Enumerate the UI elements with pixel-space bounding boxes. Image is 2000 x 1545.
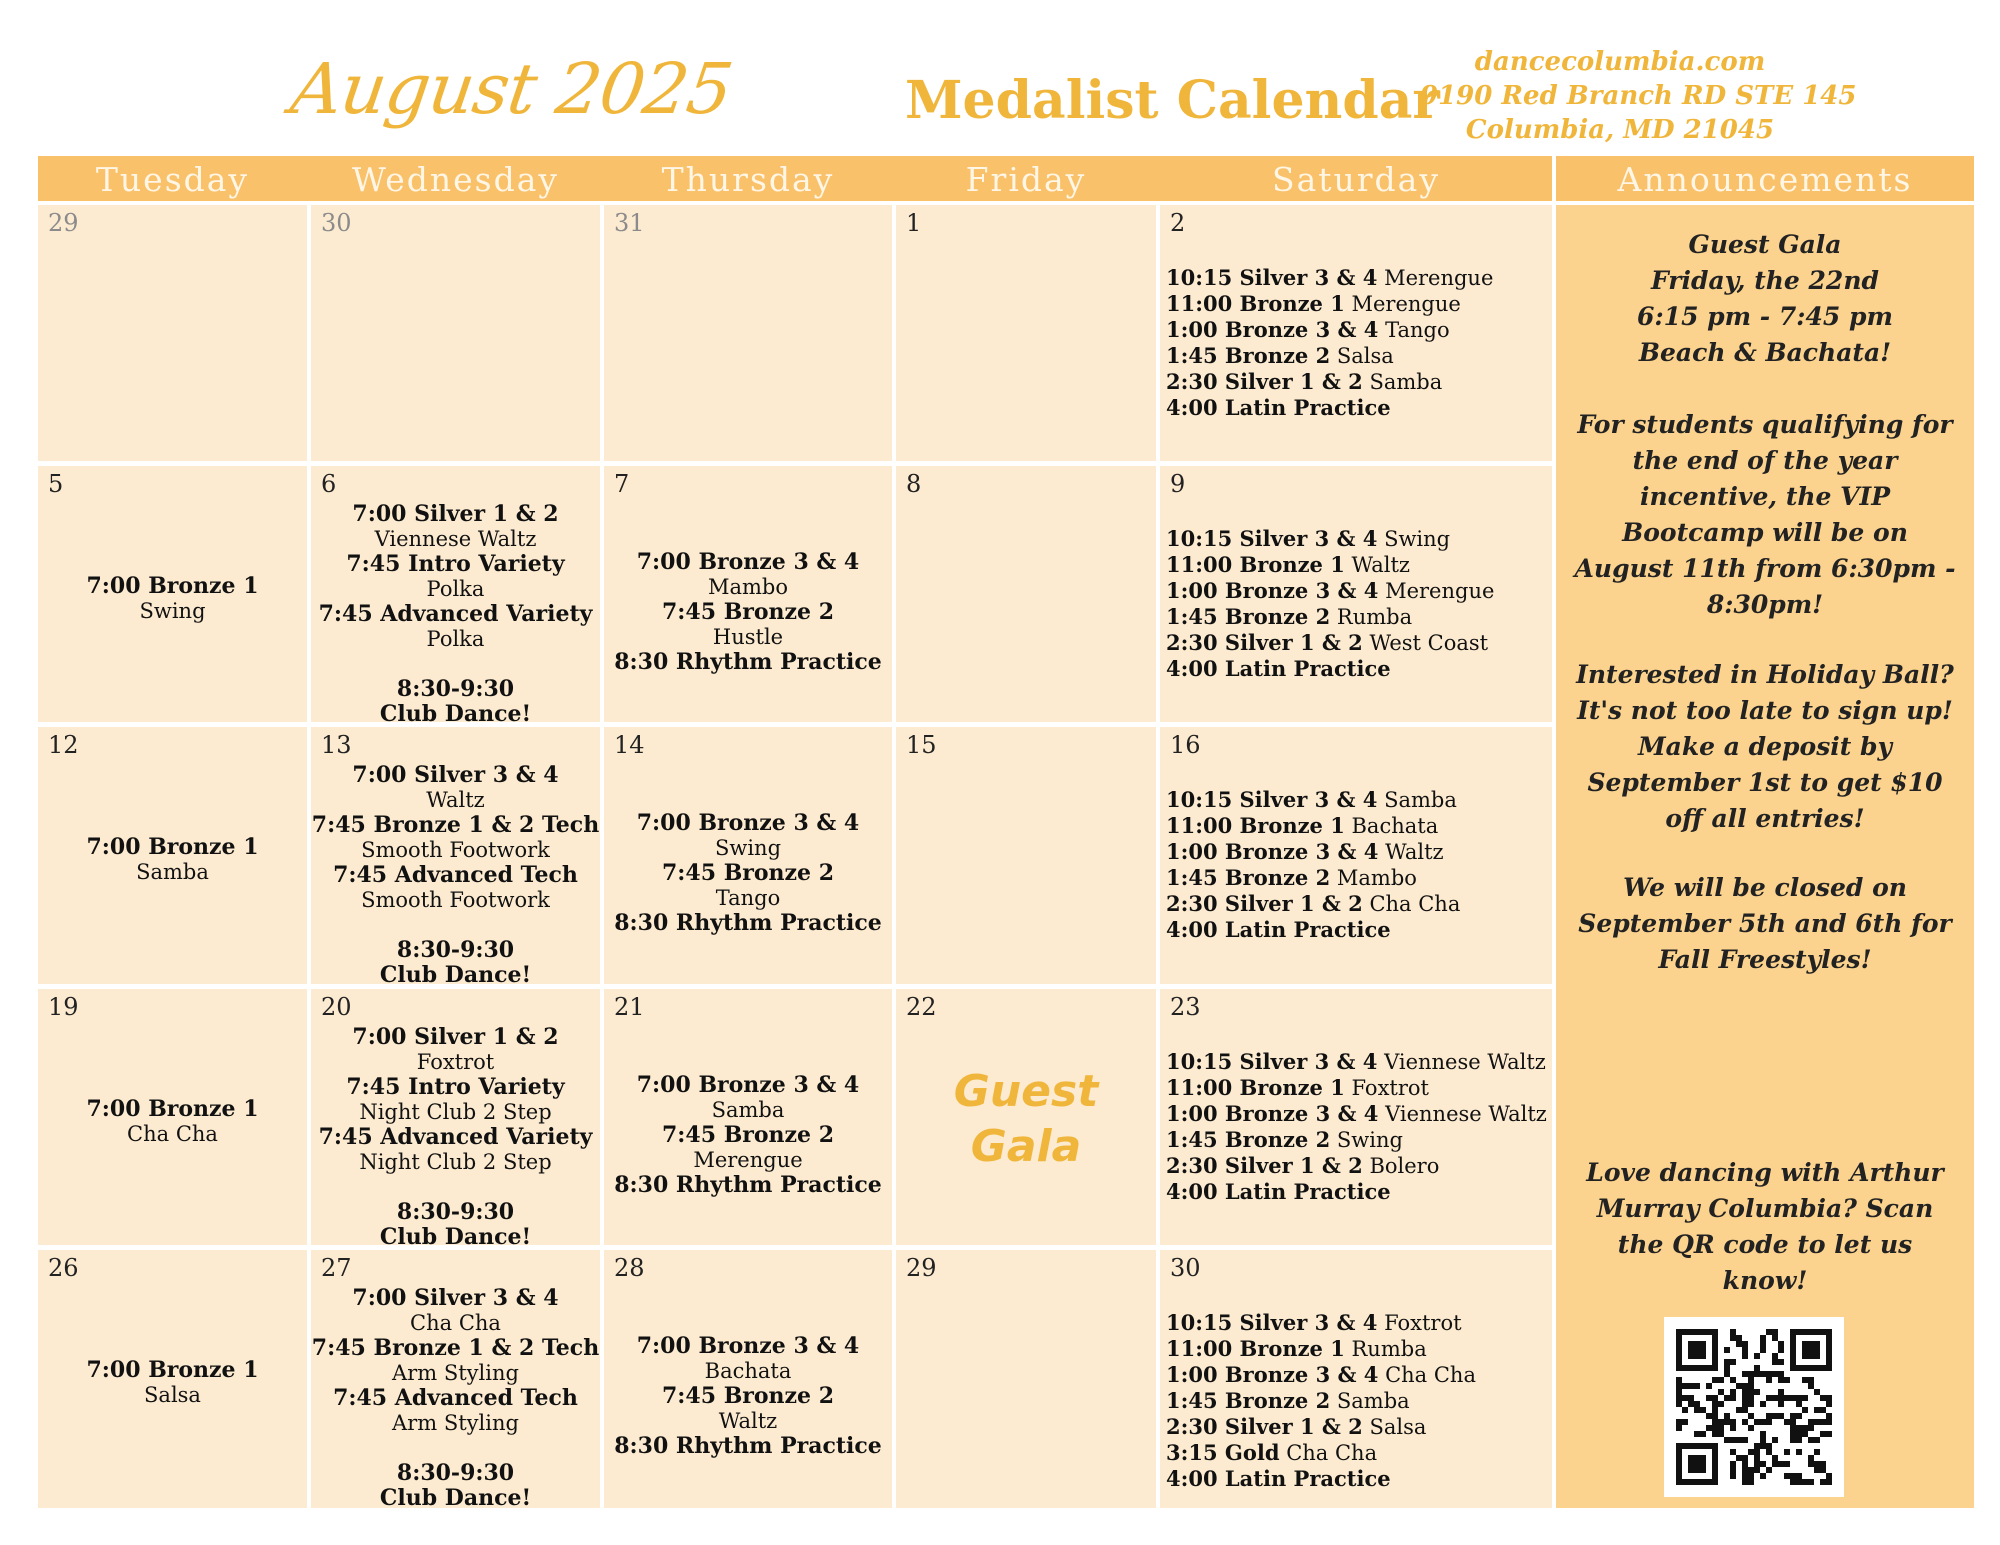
announcement-line: September 1st to get $10 xyxy=(1587,768,1943,797)
class-dance: Tango xyxy=(715,886,781,910)
day-cell[interactable] xyxy=(38,727,307,984)
class-title: 8:30 Rhythm Practice xyxy=(614,649,882,675)
class-dance xyxy=(311,1436,600,1461)
qr-code-icon xyxy=(1664,1317,1844,1497)
class-dance: Cha Cha xyxy=(410,1311,501,1335)
class-entry xyxy=(1166,1466,1476,1492)
class-time: 1:00 Bronze 3 & 4 xyxy=(1166,839,1379,864)
day-cell[interactable] xyxy=(604,727,892,984)
day-number: 19 xyxy=(48,993,79,1021)
class-time: 2:30 Silver 1 & 2 xyxy=(1166,891,1363,916)
class-entry xyxy=(1166,1101,1547,1127)
announcement-line: Love dancing with Arthur xyxy=(1586,1158,1944,1187)
announcement-line: Friday, the 22nd xyxy=(1651,266,1879,295)
announcement-line: the QR code to let us xyxy=(1617,1230,1913,1259)
class-dance: Arm Styling xyxy=(392,1361,519,1385)
class-schedule xyxy=(38,835,307,885)
class-time: 11:00 Bronze 1 xyxy=(1166,552,1345,577)
class-dance: Salsa xyxy=(1369,1415,1427,1439)
class-time: 1:45 Bronze 2 xyxy=(1166,865,1331,890)
class-time: 11:00 Bronze 1 xyxy=(1166,1336,1345,1361)
class-title: 7:45 Intro Variety xyxy=(346,551,565,577)
class-schedule xyxy=(604,550,892,675)
day-cell[interactable] xyxy=(311,989,600,1250)
class-dance: Swing xyxy=(1336,1128,1403,1152)
class-schedule xyxy=(311,502,600,727)
class-title: 7:45 Bronze 2 xyxy=(661,860,834,886)
announcement-line: Fall Freestyles! xyxy=(1658,945,1872,974)
class-title: 7:00 Bronze 1 xyxy=(86,1357,259,1383)
class-title: 7:00 Bronze 3 & 4 xyxy=(636,1333,860,1359)
class-entry xyxy=(1166,1414,1476,1440)
class-entry xyxy=(1166,1440,1476,1466)
class-time: 1:45 Bronze 2 xyxy=(1166,1388,1331,1413)
class-title: 8:30-9:30 xyxy=(396,1460,515,1486)
day-cell[interactable] xyxy=(896,205,1156,461)
class-schedule xyxy=(38,574,307,624)
class-entry xyxy=(1166,265,1493,291)
day-number: 22 xyxy=(906,993,937,1021)
qr-code[interactable] xyxy=(1664,1317,1844,1497)
day-number: 29 xyxy=(48,209,79,237)
day-number: 9 xyxy=(1170,470,1186,498)
class-schedule xyxy=(38,1358,307,1408)
class-title: 7:00 Bronze 3 & 4 xyxy=(636,810,860,836)
class-entry xyxy=(1166,891,1460,917)
class-title: 7:45 Advanced Tech xyxy=(333,862,578,888)
class-dance: Samba xyxy=(1336,1389,1410,1413)
class-schedule xyxy=(604,811,892,936)
class-schedule xyxy=(311,1025,600,1250)
class-dance: Waltz xyxy=(426,788,485,812)
class-title: 8:30 Rhythm Practice xyxy=(614,1433,882,1459)
class-dance: Night Club 2 Step xyxy=(359,1100,552,1124)
class-title: Club Dance! xyxy=(379,1224,532,1250)
class-dance: Waltz xyxy=(1385,840,1444,864)
class-dance: Samba xyxy=(1369,370,1443,394)
class-title: 7:00 Bronze 1 xyxy=(86,573,259,599)
guest-gala-event xyxy=(896,1064,1156,1174)
class-entry xyxy=(1166,1336,1476,1362)
class-entry xyxy=(1166,291,1493,317)
day-cell[interactable] xyxy=(896,989,1156,1245)
day-cell[interactable] xyxy=(604,466,892,722)
announcement-line: We will be closed on xyxy=(1623,873,1907,902)
class-dance: Bachata xyxy=(1351,814,1439,838)
class-dance: Swing xyxy=(714,836,782,860)
day-number: 6 xyxy=(321,470,337,498)
qr-prompt xyxy=(1556,1155,1974,1299)
class-title: 7:45 Bronze 1 & 2 Tech xyxy=(311,1335,600,1361)
class-time: 4:00 Latin Practice xyxy=(1166,656,1391,681)
announcement-line: Bootcamp will be on xyxy=(1622,518,1908,547)
class-title: 8:30-9:30 xyxy=(396,676,515,702)
class-dance: Merengue xyxy=(1351,292,1461,316)
class-dance: Swing xyxy=(1384,527,1451,551)
class-title: 7:45 Advanced Variety xyxy=(318,1124,593,1150)
class-time: 11:00 Bronze 1 xyxy=(1166,291,1345,316)
guest-gala-word: Gala xyxy=(970,1121,1082,1172)
class-time: 2:30 Silver 1 & 2 xyxy=(1166,1153,1363,1178)
class-dance: Merengue xyxy=(693,1148,803,1172)
guest-gala-word: Guest xyxy=(953,1066,1099,1117)
day-cell[interactable] xyxy=(38,205,307,461)
class-time: 10:15 Silver 3 & 4 xyxy=(1166,265,1378,290)
day-number: 7 xyxy=(614,470,630,498)
class-schedule xyxy=(604,1334,892,1459)
class-dance: Cha Cha xyxy=(1286,1441,1378,1465)
class-time: 2:30 Silver 1 & 2 xyxy=(1166,630,1363,655)
class-dance: Arm Styling xyxy=(392,1411,519,1435)
day-number: 8 xyxy=(906,470,922,498)
announcement-line: 8:30pm! xyxy=(1706,590,1824,619)
class-dance: Polka xyxy=(426,627,485,651)
class-time: 1:00 Bronze 3 & 4 xyxy=(1166,317,1379,342)
class-dance: West Coast xyxy=(1369,631,1489,655)
day-cell[interactable] xyxy=(1160,466,1552,722)
announcement-line: September 5th and 6th for xyxy=(1578,909,1952,938)
day-header-saturday: Saturday xyxy=(1271,160,1440,199)
class-dance: Samba xyxy=(711,1098,785,1122)
class-entry xyxy=(1166,369,1493,395)
announcement-line: know! xyxy=(1722,1266,1808,1295)
day-header-wednesday: Wednesday xyxy=(351,160,560,199)
announcement-line: August 11th from 6:30pm - xyxy=(1574,554,1956,583)
day-cell[interactable] xyxy=(1160,989,1552,1245)
class-entry xyxy=(1166,578,1494,604)
day-number: 5 xyxy=(48,470,64,498)
day-cell[interactable] xyxy=(604,1250,892,1508)
class-entry xyxy=(1166,1310,1476,1336)
class-schedule xyxy=(311,1286,600,1511)
class-entry xyxy=(1166,1049,1547,1075)
class-entry xyxy=(1166,1127,1547,1153)
saturday-class-list xyxy=(1166,1310,1476,1492)
class-dance: Samba xyxy=(136,860,209,884)
day-number: 31 xyxy=(614,209,645,237)
closure-announcement xyxy=(1556,870,1974,978)
class-title: 8:30-9:30 xyxy=(396,1199,515,1225)
class-dance: Cha Cha xyxy=(1385,1363,1476,1387)
class-title: 7:45 Intro Variety xyxy=(346,1074,565,1100)
class-entry xyxy=(1166,865,1460,891)
class-dance: Merengue xyxy=(1385,579,1495,603)
day-number: 20 xyxy=(321,993,352,1021)
class-title: 7:45 Advanced Tech xyxy=(333,1385,578,1411)
class-dance xyxy=(311,1175,600,1200)
class-dance: Samba xyxy=(1384,788,1457,812)
class-time: 1:45 Bronze 2 xyxy=(1166,1127,1331,1152)
announcement-line: incentive, the VIP xyxy=(1639,482,1891,511)
day-number: 12 xyxy=(48,731,79,759)
class-entry xyxy=(1166,917,1460,943)
class-time: 1:00 Bronze 3 & 4 xyxy=(1166,1101,1379,1126)
class-time: 1:45 Bronze 2 xyxy=(1166,343,1331,368)
class-title: 7:00 Silver 3 & 4 xyxy=(352,762,559,788)
class-time: 1:45 Bronze 2 xyxy=(1166,604,1331,629)
saturday-class-list xyxy=(1166,787,1460,943)
class-dance: Mambo xyxy=(1336,866,1417,890)
class-dance: Rumba xyxy=(1336,605,1413,629)
class-time: 4:00 Latin Practice xyxy=(1166,395,1391,420)
day-number: 13 xyxy=(321,731,352,759)
announcements-heading: Announcements xyxy=(1556,156,1974,201)
day-cell[interactable] xyxy=(38,466,307,722)
class-dance: Mambo xyxy=(707,575,789,599)
class-time: 1:00 Bronze 3 & 4 xyxy=(1166,578,1379,603)
class-dance: Viennese Waltz xyxy=(1385,1102,1547,1126)
class-time: 10:15 Silver 3 & 4 xyxy=(1166,787,1378,812)
announcement-line: the end of the year xyxy=(1632,446,1898,475)
announcements-panel xyxy=(1556,205,1974,1508)
class-time: 4:00 Latin Practice xyxy=(1166,1466,1391,1491)
day-cell[interactable] xyxy=(311,205,600,461)
class-dance: Swing xyxy=(139,599,206,623)
announcement-line: 6:15 pm - 7:45 pm xyxy=(1637,302,1893,331)
announcement-line: Make a deposit by xyxy=(1637,732,1893,761)
website-link[interactable]: dancecolumbia.com xyxy=(1474,47,1766,77)
day-cell[interactable] xyxy=(311,727,600,988)
class-title: 8:30-9:30 xyxy=(396,937,515,963)
class-dance: Bolero xyxy=(1369,1154,1440,1178)
class-time: 10:15 Silver 3 & 4 xyxy=(1166,526,1378,551)
class-time: 1:00 Bronze 3 & 4 xyxy=(1166,1362,1379,1387)
class-title: 7:45 Bronze 1 & 2 Tech xyxy=(311,812,600,838)
saturday-class-list xyxy=(1166,526,1494,682)
class-dance xyxy=(311,913,600,938)
day-number: 23 xyxy=(1170,993,1201,1021)
class-dance: Rumba xyxy=(1351,1337,1427,1361)
class-title: 7:45 Bronze 2 xyxy=(661,1383,834,1409)
day-cell[interactable] xyxy=(896,1250,1156,1508)
class-title: 7:45 Bronze 2 xyxy=(661,599,834,625)
saturday-class-list xyxy=(1166,1049,1547,1205)
day-header-friday: Friday xyxy=(965,160,1087,199)
class-entry xyxy=(1166,343,1493,369)
announcement-line: Murray Columbia? Scan xyxy=(1596,1194,1934,1223)
class-title: 7:00 Bronze 3 & 4 xyxy=(636,549,860,575)
class-entry xyxy=(1166,552,1494,578)
announcement-line: It's not too late to sign up! xyxy=(1577,696,1953,725)
day-cell[interactable] xyxy=(38,1250,307,1508)
address-line-2: Columbia, MD 21045 xyxy=(1465,115,1775,145)
class-entry xyxy=(1166,813,1460,839)
class-entry xyxy=(1166,395,1493,421)
calendar-header xyxy=(0,0,2000,155)
class-dance: Tango xyxy=(1385,318,1450,342)
class-entry xyxy=(1166,1179,1547,1205)
address-line-1: 9190 Red Branch RD STE 145 xyxy=(1420,81,1857,111)
class-dance: Foxtrot xyxy=(416,1050,495,1074)
bootcamp-announcement xyxy=(1556,407,1974,623)
day-cell[interactable] xyxy=(896,727,1156,984)
day-number: 30 xyxy=(1170,1254,1201,1282)
class-dance: Bachata xyxy=(704,1359,792,1383)
month-title: August 2025 xyxy=(286,48,737,130)
day-number: 27 xyxy=(321,1254,352,1282)
class-dance: Cha Cha xyxy=(1369,892,1461,916)
class-title: 7:00 Silver 1 & 2 xyxy=(352,501,559,527)
class-title: Club Dance! xyxy=(379,1485,532,1511)
class-dance: Waltz xyxy=(718,1409,778,1433)
day-number: 2 xyxy=(1170,209,1186,237)
class-time: 10:15 Silver 3 & 4 xyxy=(1166,1049,1378,1074)
class-time: 2:30 Silver 1 & 2 xyxy=(1166,369,1363,394)
class-dance: Hustle xyxy=(712,625,784,649)
day-cell[interactable] xyxy=(311,466,600,727)
class-dance: Smooth Footwork xyxy=(361,888,550,912)
class-time: 3:15 Gold xyxy=(1166,1440,1280,1465)
class-entry xyxy=(1166,604,1494,630)
class-title: 7:00 Silver 3 & 4 xyxy=(352,1285,559,1311)
class-time: 11:00 Bronze 1 xyxy=(1166,1075,1345,1100)
day-cell[interactable] xyxy=(604,205,892,461)
announcement-line: For students qualifying for xyxy=(1577,410,1953,439)
class-dance: Polka xyxy=(426,577,485,601)
day-number: 29 xyxy=(906,1254,937,1282)
gala-announcement xyxy=(1556,227,1974,371)
class-title: Club Dance! xyxy=(379,962,532,988)
class-entry xyxy=(1166,839,1460,865)
class-dance: Salsa xyxy=(144,1383,201,1407)
class-dance xyxy=(311,652,600,677)
announcement-line: Guest Gala xyxy=(1688,230,1842,259)
class-dance: Smooth Footwork xyxy=(361,838,550,862)
day-cell[interactable] xyxy=(1160,1250,1552,1508)
day-number: 30 xyxy=(321,209,352,237)
day-number: 1 xyxy=(906,209,922,237)
studio-info xyxy=(1420,45,1857,147)
class-entry xyxy=(1166,1153,1547,1179)
day-cell[interactable] xyxy=(896,466,1156,722)
day-cell[interactable] xyxy=(1160,205,1552,461)
class-dance: Viennese Waltz xyxy=(374,527,537,551)
class-time: 10:15 Silver 3 & 4 xyxy=(1166,1310,1378,1335)
class-schedule xyxy=(604,1073,892,1198)
class-dance: Merengue xyxy=(1384,266,1494,290)
day-number: 16 xyxy=(1170,731,1201,759)
holiday-ball-announcement xyxy=(1556,657,1974,837)
day-number: 14 xyxy=(614,731,645,759)
class-dance: Night Club 2 Step xyxy=(359,1150,552,1174)
class-entry xyxy=(1166,787,1460,813)
class-time: 11:00 Bronze 1 xyxy=(1166,813,1345,838)
class-title: 7:00 Bronze 3 & 4 xyxy=(636,1072,860,1098)
class-entry xyxy=(1166,526,1494,552)
class-title: 8:30 Rhythm Practice xyxy=(614,1172,882,1198)
day-header-tuesday: Tuesday xyxy=(95,160,250,199)
class-title: 7:00 Bronze 1 xyxy=(86,1096,259,1122)
class-title: 7:00 Silver 1 & 2 xyxy=(352,1024,559,1050)
day-number: 26 xyxy=(48,1254,79,1282)
calendar-title: Medalist Calendar xyxy=(905,70,1440,131)
day-cell[interactable] xyxy=(1160,727,1552,984)
class-time: 2:30 Silver 1 & 2 xyxy=(1166,1414,1363,1439)
day-cell[interactable] xyxy=(38,989,307,1245)
class-dance: Viennese Waltz xyxy=(1384,1050,1546,1074)
class-entry xyxy=(1166,1362,1476,1388)
class-title: 7:45 Bronze 2 xyxy=(661,1122,834,1148)
class-schedule xyxy=(311,763,600,988)
class-title: 8:30 Rhythm Practice xyxy=(614,910,882,936)
class-dance: Foxtrot xyxy=(1384,1311,1462,1335)
saturday-class-list xyxy=(1166,265,1493,421)
class-entry xyxy=(1166,317,1493,343)
class-entry xyxy=(1166,630,1494,656)
announcement-line: Beach & Bachata! xyxy=(1638,338,1892,367)
class-dance: Salsa xyxy=(1336,344,1394,368)
class-schedule xyxy=(38,1097,307,1147)
announcement-line: Interested in Holiday Ball? xyxy=(1576,660,1954,689)
day-cell[interactable] xyxy=(311,1250,600,1511)
day-header-thursday: Thursday xyxy=(661,160,835,199)
class-time: 4:00 Latin Practice xyxy=(1166,917,1391,942)
class-title: 7:45 Advanced Variety xyxy=(318,601,593,627)
day-number: 28 xyxy=(614,1254,645,1282)
class-title: Club Dance! xyxy=(379,701,532,727)
class-time: 4:00 Latin Practice xyxy=(1166,1179,1391,1204)
announcement-line: off all entries! xyxy=(1665,804,1865,833)
class-title: 7:00 Bronze 1 xyxy=(86,834,259,860)
day-number: 21 xyxy=(614,993,645,1021)
class-dance: Waltz xyxy=(1351,553,1410,577)
class-entry xyxy=(1166,1075,1547,1101)
day-cell[interactable] xyxy=(604,989,892,1245)
class-dance: Cha Cha xyxy=(127,1122,218,1146)
day-number: 15 xyxy=(906,731,937,759)
class-entry xyxy=(1166,1388,1476,1414)
class-entry xyxy=(1166,656,1494,682)
class-dance: Foxtrot xyxy=(1351,1076,1429,1100)
